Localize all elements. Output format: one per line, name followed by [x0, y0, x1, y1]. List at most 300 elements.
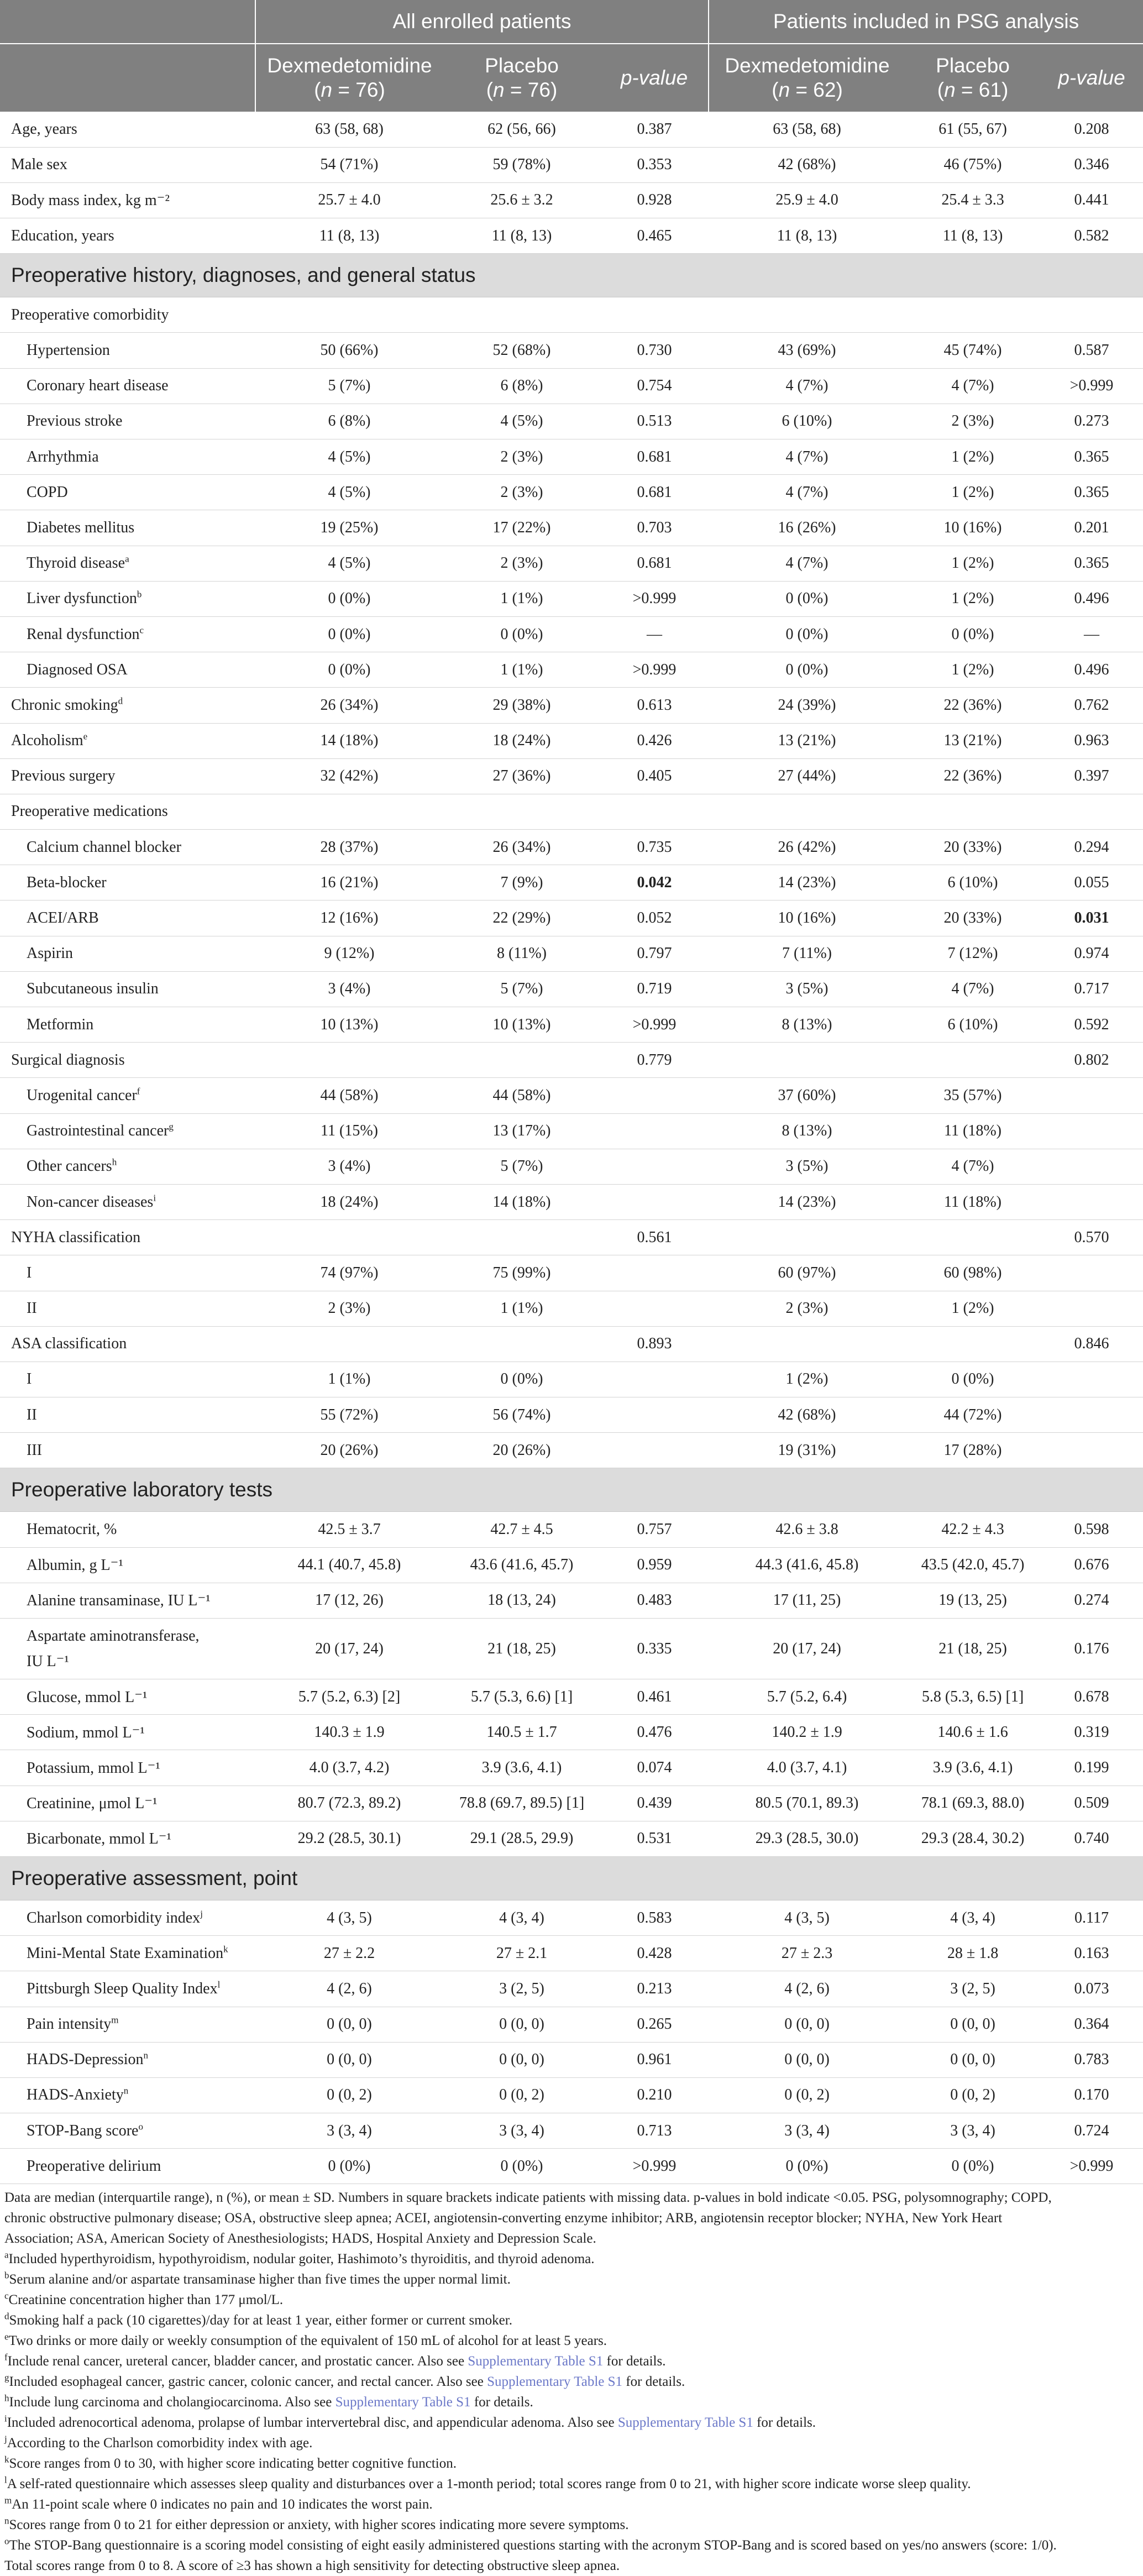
value-cell [255, 1113, 443, 1149]
cell-value: 2 (3%) [785, 1300, 829, 1317]
cell-value: 0.496 [1074, 590, 1109, 608]
table-row [0, 616, 1143, 652]
cell-value: 42.5 ± 3.7 [318, 1521, 381, 1538]
value-cell [905, 971, 1040, 1007]
row-label [0, 2077, 255, 2113]
cell-value: 0.598 [1074, 1521, 1109, 1538]
cell-value: 0 (0%) [500, 2157, 543, 2175]
footnote-line [4, 2535, 1139, 2556]
value-cell [709, 510, 905, 546]
row-label [0, 1619, 255, 1679]
value-cell [905, 1715, 1040, 1750]
cell-value: 0.476 [637, 1723, 672, 1741]
value-cell [443, 1113, 600, 1149]
p-value-cell [600, 2149, 709, 2184]
cell-value: 3 (3, 4) [499, 2122, 544, 2139]
footnote-marker: m [111, 2014, 119, 2025]
value-cell [255, 333, 443, 368]
supplementary-table-link[interactable]: Supplementary Table S1 [468, 2354, 604, 2369]
cell-value: 18 (24%) [320, 1193, 379, 1211]
cell-value: 21 (18, 25) [938, 1640, 1007, 1657]
row-label-text: NYHA classification [11, 1228, 141, 1246]
value-cell [905, 182, 1040, 218]
row-label [0, 652, 255, 688]
cell-value: 4 (7%) [951, 377, 994, 395]
value-cell [255, 439, 443, 475]
table-row [0, 1043, 1143, 1078]
n-value: = 62) [790, 78, 843, 101]
cell-value: 25.9 ± 4.0 [775, 191, 838, 209]
cell-value: 0.265 [637, 2015, 672, 2033]
value-cell [905, 510, 1040, 546]
p-value-cell [600, 182, 709, 218]
cell-value: 35 (57%) [943, 1086, 1002, 1104]
cell-value: 0.496 [1074, 661, 1109, 678]
value-cell [443, 971, 600, 1007]
table-row [0, 971, 1143, 1007]
cell-value: 0.959 [637, 1556, 672, 1574]
table-row [0, 333, 1143, 368]
row-label [0, 1750, 255, 1786]
row-label-text: Diagnosed OSA [27, 661, 128, 678]
cell-value: 52 (68%) [492, 342, 551, 359]
cell-value: 0 (0, 0) [784, 2051, 830, 2069]
cell-value: 60 (98%) [943, 1264, 1002, 1281]
cell-value: 3 (3, 4) [784, 2122, 830, 2139]
cell-value: 0.335 [637, 1640, 672, 1657]
row-label [0, 1362, 255, 1397]
row-label [0, 1936, 255, 1971]
cell-value: >0.999 [1069, 377, 1114, 395]
n-symbol: n [944, 78, 956, 101]
footnote-marker: k [223, 1944, 228, 1955]
cell-value: 0.273 [1074, 412, 1109, 430]
value-cell [905, 1750, 1040, 1786]
footnote-line [4, 2331, 1139, 2351]
cell-value: 0.717 [1074, 980, 1109, 998]
row-label-text: Hypertension [27, 342, 110, 359]
value-cell [255, 1900, 443, 1935]
cell-value: 0.201 [1074, 519, 1109, 536]
p-value-cell [1040, 1715, 1143, 1750]
p-value-cell [600, 652, 709, 688]
table-row [0, 723, 1143, 758]
value-cell [709, 2077, 905, 2113]
value-cell [905, 1433, 1040, 1468]
cell-value: 0.074 [637, 1758, 672, 1776]
cell-value: 19 (31%) [778, 1441, 836, 1459]
cell-value: 0.199 [1074, 1758, 1109, 1776]
value-cell [709, 368, 905, 404]
table-row [0, 1679, 1143, 1715]
value-cell [905, 616, 1040, 652]
footnote-line [4, 2453, 1139, 2474]
table-row [0, 1900, 1143, 1935]
row-label-text: Alcoholism [11, 732, 83, 750]
table-row [0, 218, 1143, 254]
p-value-cell [600, 2113, 709, 2149]
p-value-cell [1040, 794, 1143, 829]
cell-value: 0.681 [637, 483, 672, 501]
row-label [0, 182, 255, 218]
cell-value: 43 (69%) [778, 342, 836, 359]
cell-value: 3 (2, 5) [499, 1980, 544, 1997]
row-label-text: Age, years [11, 120, 77, 138]
value-cell [255, 723, 443, 758]
value-cell [443, 652, 600, 688]
row-label-text: HADS-Anxiety [27, 2086, 124, 2104]
cell-value: 0.757 [637, 1521, 672, 1538]
cell-value: 0.740 [1074, 1830, 1109, 1847]
n-value: = 61) [955, 78, 1009, 101]
p-value-cell [600, 1433, 709, 1468]
row-label-text: Previous stroke [27, 412, 123, 430]
cell-value: 0.465 [637, 227, 672, 244]
footnote-text: Smoking half a pack (10 cigarettes)/day for at least 1 year, either former or current smoker. [9, 2313, 512, 2328]
footnote-text: Include lung carcinoma and cholangiocarcinoma. Also see [9, 2395, 335, 2410]
cell-value: 1 (2%) [951, 554, 994, 572]
value-cell [709, 1291, 905, 1326]
cell-value: 0 (0%) [328, 2157, 371, 2175]
p-value-cell [1040, 1326, 1143, 1362]
cell-value: 60 (97%) [778, 1264, 836, 1281]
value-cell [709, 688, 905, 723]
cell-value: 14 (18%) [320, 732, 379, 750]
p-value-cell [1040, 1936, 1143, 1971]
cell-value: 4 (5%) [328, 448, 371, 465]
value-cell [905, 1786, 1040, 1821]
value-cell [443, 475, 600, 510]
cell-value: 1 (2%) [951, 448, 994, 465]
value-cell [255, 581, 443, 616]
value-cell [255, 182, 443, 218]
cell-value: 0 (0%) [500, 1370, 543, 1388]
row-label-text: Male sex [11, 156, 67, 174]
footnote-letter: o [4, 2536, 9, 2547]
p-value-cell [1040, 723, 1143, 758]
p-value-cell [1040, 1547, 1143, 1583]
row-label [0, 1078, 255, 1113]
cell-value: 4 (7%) [785, 554, 829, 572]
value-cell [709, 971, 905, 1007]
footnote-text: The STOP-Bang questionnaire is a scoring model consisting of eight easily administered questions starting with the acronym STOP-Bang and is scored based on yes/no answers (score: 1/0). [9, 2538, 1057, 2553]
footnote-text: According to the Charlson comorbidity index with age. [7, 2436, 313, 2451]
p-value-cell [1040, 1750, 1143, 1786]
cell-value: 6 (8%) [328, 412, 371, 430]
row-label-text: Metformin [27, 1015, 94, 1033]
p-value-cell [1040, 758, 1143, 794]
table-row [0, 900, 1143, 936]
value-cell [905, 1220, 1040, 1255]
value-cell [443, 1715, 600, 1750]
footnote-marker: n [143, 2050, 149, 2061]
value-cell [255, 1397, 443, 1433]
table-row [0, 1715, 1143, 1750]
cell-value: 37 (60%) [778, 1086, 836, 1104]
value-cell [709, 1149, 905, 1184]
value-cell [905, 2077, 1040, 2113]
row-label [0, 368, 255, 404]
cell-value: 0 (0, 0) [327, 2015, 372, 2033]
value-cell [255, 616, 443, 652]
cell-value: 13 (17%) [492, 1122, 551, 1140]
p-value-cell [1040, 1433, 1143, 1468]
p-value-cell [1040, 581, 1143, 616]
p-value-cell [1040, 1255, 1143, 1291]
cell-value: 3 (3, 4) [950, 2122, 995, 2139]
value-cell [709, 404, 905, 439]
cell-value: 1 (1%) [500, 590, 543, 608]
table-row [0, 1078, 1143, 1113]
cell-value: 0.353 [637, 156, 672, 174]
section-title: Preoperative laboratory tests [0, 1468, 1143, 1512]
cell-value: 24 (39%) [778, 696, 836, 714]
row-label [0, 546, 255, 581]
table-body [0, 112, 1143, 2184]
table-row [0, 2007, 1143, 2042]
cell-value: 6 (10%) [782, 412, 832, 430]
cell-value: 0 (0, 2) [950, 2086, 995, 2104]
cell-value: 26 (42%) [778, 838, 836, 856]
value-cell [255, 2042, 443, 2077]
cell-value: 0.724 [1074, 2122, 1109, 2139]
cell-value: 17 (22%) [492, 519, 551, 536]
footnote-text: chronic obstructive pulmonary disease; OSA, obstructive sleep apnea; ACEI, angiotensin-converting enzyme inhibitor; ARB, angiotensin receptor blocker; NYHA, New York Heart [4, 2211, 1003, 2226]
cell-value: 0.513 [637, 412, 672, 430]
table-row [0, 182, 1143, 218]
footnote-marker: b [137, 589, 142, 600]
footnote-letter: b [4, 2270, 9, 2281]
cell-value: 63 (58, 68) [315, 120, 384, 138]
cell-value: 0.163 [1074, 1944, 1109, 1962]
value-cell [255, 1220, 443, 1255]
p-value-cell [1040, 333, 1143, 368]
row-label [0, 1291, 255, 1326]
p-value-cell [600, 1113, 709, 1149]
cell-value: 0.678 [1074, 1688, 1109, 1705]
cell-value: 0 (0%) [951, 1370, 994, 1388]
cell-value: 16 (26%) [778, 519, 836, 536]
cell-value: 80.7 (72.3, 89.2) [297, 1794, 401, 1812]
supplementary-table-link[interactable]: Supplementary Table S1 [487, 2374, 623, 2390]
row-label [0, 865, 255, 900]
value-cell [255, 2113, 443, 2149]
footnote-marker: e [83, 731, 88, 742]
row-label-text: Body mass index, kg m⁻² [11, 192, 170, 210]
p-value-cell [1040, 1397, 1143, 1433]
p-value-cell [600, 297, 709, 333]
cell-value: 27 ± 2.1 [496, 1944, 548, 1962]
table-row [0, 688, 1143, 723]
p-value-cell [1040, 2077, 1143, 2113]
cell-value: 0.587 [1074, 342, 1109, 359]
cell-value: 27 ± 2.2 [323, 1944, 375, 1962]
footnote-line [4, 2310, 1139, 2331]
cell-value: >0.999 [1069, 2157, 1114, 2175]
cell-value: 2 (3%) [951, 412, 994, 430]
row-label [0, 1821, 255, 1856]
p-value-cell [600, 1715, 709, 1750]
supplementary-table-link[interactable]: Supplementary Table S1 [335, 2395, 471, 2410]
footnote-line [4, 2515, 1139, 2535]
table-row [0, 581, 1143, 616]
cell-value: 3.9 (3.6, 4.1) [481, 1758, 562, 1776]
cell-value: 1 (2%) [951, 1300, 994, 1317]
p-value-cell [1040, 652, 1143, 688]
cell-value: 0.613 [637, 696, 672, 714]
p-value-cell [600, 2007, 709, 2042]
cell-value: 0.582 [1074, 227, 1109, 244]
p-value-cell [600, 1326, 709, 1362]
cell-value: 0.797 [637, 945, 672, 962]
row-label [0, 1433, 255, 1468]
value-cell [709, 1433, 905, 1468]
cell-value: 0.208 [1074, 120, 1109, 138]
cell-value: 0.730 [637, 342, 672, 359]
cell-value: 0 (0, 0) [950, 2051, 995, 2069]
cell-value: 29.3 (28.4, 30.2) [921, 1830, 1025, 1847]
cell-value: 3 (4%) [328, 1158, 371, 1175]
cell-value: 42.6 ± 3.8 [775, 1521, 838, 1538]
cell-value: 0.802 [1074, 1051, 1109, 1069]
cell-value: 0.294 [1074, 838, 1109, 856]
cell-value: 0.483 [637, 1591, 672, 1609]
p-value-cell [1040, 1786, 1143, 1821]
section-title: Preoperative history, diagnoses, and general status [0, 254, 1143, 297]
row-label-text: Preoperative medications [11, 803, 168, 820]
cell-value: 20 (17, 24) [773, 1640, 841, 1657]
value-cell [905, 1326, 1040, 1362]
cell-value: 50 (66%) [320, 342, 379, 359]
p-value-cell [1040, 1362, 1143, 1397]
p-value-cell [1040, 475, 1143, 510]
p-value-cell [1040, 1512, 1143, 1547]
cell-value: 28 ± 1.8 [947, 1944, 999, 1962]
value-cell [443, 218, 600, 254]
value-cell [443, 2007, 600, 2042]
footnote-letter: l [4, 2475, 7, 2486]
cell-value: 0.703 [637, 519, 672, 536]
n-open: ( [937, 78, 945, 101]
value-cell [905, 404, 1040, 439]
supplementary-table-link[interactable]: Supplementary Table S1 [617, 2415, 753, 2431]
cell-value: 0.031 [1074, 909, 1109, 927]
row-label [0, 1715, 255, 1750]
p-value-cell [600, 1255, 709, 1291]
cell-value: 5 (7%) [500, 980, 543, 998]
footnote-text: Included hyperthyroidism, hypothyroidism, nodular goiter, Hashimoto’s thyroiditis, and thyroid adenoma. [8, 2252, 595, 2267]
value-cell [255, 1679, 443, 1715]
value-cell [443, 2149, 600, 2184]
cell-value: 44.1 (40.7, 45.8) [297, 1556, 401, 1574]
footnote-marker: o [138, 2121, 143, 2132]
cell-value: 5 (7%) [500, 1158, 543, 1175]
cell-value: 0.210 [637, 2086, 672, 2104]
value-cell [255, 510, 443, 546]
row-label [0, 1397, 255, 1433]
p-value-cell [600, 794, 709, 829]
value-cell [255, 112, 443, 147]
value-cell [255, 297, 443, 333]
column-header [600, 44, 709, 112]
cell-value: 0.426 [637, 732, 672, 750]
p-value-cell [600, 1184, 709, 1219]
p-value-cell [600, 1149, 709, 1184]
p-value-cell [600, 1971, 709, 2007]
cell-value: 0.961 [637, 2051, 672, 2069]
cell-value: 3.9 (3.6, 4.1) [932, 1758, 1013, 1776]
p-value-cell [600, 1619, 709, 1679]
value-cell [905, 1291, 1040, 1326]
cell-value: 0.754 [637, 377, 672, 395]
p-value-cell [1040, 936, 1143, 971]
cell-value: 10 (13%) [320, 1015, 379, 1033]
column-header-label: Placebo [936, 54, 1010, 77]
cell-value: 13 (21%) [778, 732, 836, 750]
value-cell [905, 794, 1040, 829]
n-symbol: n [493, 78, 505, 101]
cell-value: 4 (7%) [785, 448, 829, 465]
footnote-text: Total scores range from 0 to 8. A score of ≥3 has shown a high sensitivity for detecting obstructive sleep apnea. [4, 2558, 620, 2574]
value-cell [255, 1583, 443, 1618]
footnote-text: Include renal cancer, ureteral cancer, bladder cancer, and prostatic cancer. Also see [7, 2354, 468, 2369]
section-header-row [0, 1468, 1143, 1512]
value-cell [709, 1043, 905, 1078]
p-value-cell [1040, 2042, 1143, 2077]
value-cell [443, 297, 600, 333]
cell-value: 0.439 [637, 1794, 672, 1812]
value-cell [905, 1255, 1040, 1291]
value-cell [905, 475, 1040, 510]
value-cell [905, 1043, 1040, 1078]
cell-value: 26 (34%) [320, 696, 379, 714]
footnote-letter: k [4, 2454, 9, 2465]
cell-value: 11 (15%) [321, 1122, 378, 1140]
p-value-cell [1040, 218, 1143, 254]
footnote-line [4, 2269, 1139, 2290]
cell-value: 1 (1%) [500, 661, 543, 678]
row-label-text: Liver dysfunction [27, 590, 137, 608]
table-row [0, 1750, 1143, 1786]
value-cell [709, 936, 905, 971]
cell-value: 0 (0, 2) [784, 2086, 830, 2104]
row-label [0, 475, 255, 510]
value-cell [255, 147, 443, 182]
p-value-cell [600, 1043, 709, 1078]
row-label [0, 404, 255, 439]
value-cell [905, 830, 1040, 865]
cell-value: 0 (0, 0) [950, 2015, 995, 2033]
value-cell [443, 2113, 600, 2149]
row-label [0, 688, 255, 723]
row-label-text: Previous surgery [11, 767, 116, 785]
value-cell [709, 1900, 905, 1935]
footnote-letter: f [4, 2352, 8, 2363]
p-value-cell [1040, 900, 1143, 936]
value-cell [255, 1007, 443, 1043]
table-row [0, 439, 1143, 475]
table-row [0, 1255, 1143, 1291]
row-label-text: Mini-Mental State Examination [27, 1944, 224, 1962]
p-value-cell [1040, 297, 1143, 333]
value-cell [255, 1291, 443, 1326]
value-cell [905, 652, 1040, 688]
value-cell [905, 112, 1040, 147]
cell-value: 78.8 (69.7, 89.5) [1] [459, 1794, 585, 1812]
cell-value: 0.974 [1074, 945, 1109, 962]
footnote-text: Data are median (interquartile range), n (%), or mean ± SD. Numbers in square brackets indicate patients with missing data. p-values in bold indicate <0.05. PSG, polysomnography; COPD, [4, 2190, 1052, 2206]
cell-value: 44 (58%) [320, 1086, 379, 1104]
